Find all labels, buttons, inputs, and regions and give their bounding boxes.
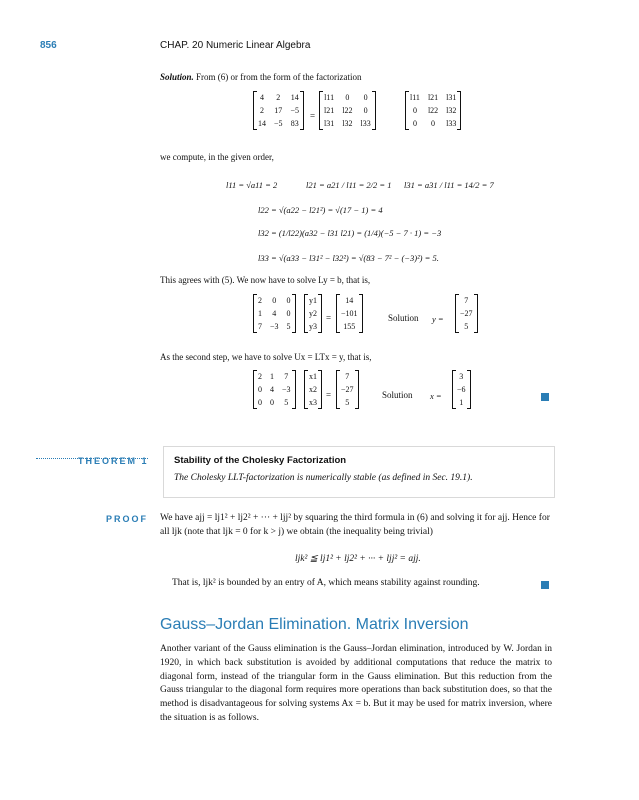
matrix-cell: 0 <box>345 93 350 102</box>
matrix-cell: 0 <box>270 398 274 407</box>
eq-l11: l11 = √a11 = 2 <box>226 180 278 190</box>
solution-label: Solution. <box>160 72 194 82</box>
matrix-cell: 5 <box>286 322 291 331</box>
qed-square <box>541 393 549 401</box>
matrix-cell: 2 <box>258 296 262 305</box>
proof-text: We have ajj = lj1² + lj2² + ··· + ljj² by squaring the third formula in (6) and solving it for ajj. Hence for all ljk (note that ljk = 0 for k > j) we obtain (the inequality being trivial) <box>160 513 550 537</box>
matrix-cell: x1 <box>309 372 317 381</box>
solution-word-2: Solution <box>382 390 413 400</box>
matrix-cell: 3 <box>459 372 464 381</box>
second-step-text: As the second step, we have to solve Ux = LTx = y, that is, <box>160 352 372 362</box>
eq-l33: l33 = √(a33 − l31² − l32²) = √(83 − 7² − (−3)²) = 5. <box>258 253 439 263</box>
matrix-cell: 7 <box>345 372 350 381</box>
matrix-cell: 1 <box>270 372 274 381</box>
eq-l32: l32 = (1/l22)(a32 − l31 l21) = (1/4)(−5 − 7 · 1) = −3 <box>258 228 442 238</box>
eq-l22: l22 = √(a22 − l21²) = √(17 − 1) = 4 <box>258 205 383 215</box>
equals-sign: = <box>326 390 332 400</box>
matrix-cell: l31 <box>324 119 335 128</box>
matrix-cell: −101 <box>341 309 358 318</box>
chapter-header: CHAP. 20 Numeric Linear Algebra <box>160 40 311 51</box>
proof-inequality: ljk² ≦ lj1² + lj2² + ··· + ljj² = ajj. <box>295 554 421 564</box>
matrix-cell: l21 <box>324 106 335 115</box>
matrix-lt <box>405 91 461 130</box>
matrix-cell: 1 <box>459 398 464 407</box>
matrix-cell: 14 <box>345 296 354 305</box>
matrix-cell: l11 <box>410 93 420 102</box>
matrix-cell: 0 <box>431 119 436 128</box>
matrix-cell: 2 <box>258 372 262 381</box>
matrix-cell: 4 <box>270 385 274 394</box>
section-paragraph: Another variant of the Gauss elimination is the Gauss–Jordan elimination, introduced by W. Jordan in 1920, in which back substitution is avoided by additional computations that reduce the matrix to diagonal form, instead of the triangular form in the Gauss elimination. But this reduction from the Gauss triangular to the diagonal form requires more operations than back substitution does, so that the method is disadvantageous for solving systems Ax = b. But it may be used for matrix inversion, where the situation is as follows. <box>160 644 552 723</box>
matrix-cell: 155 <box>343 322 356 331</box>
solution-word: Solution <box>388 313 419 323</box>
sys2-solution <box>452 370 471 409</box>
matrix-l <box>319 91 376 130</box>
sys2-x-vector <box>304 370 322 409</box>
section-title: Gauss–Jordan Elimination. Matrix Inversion <box>160 616 469 633</box>
matrix-cell: 0 <box>412 119 417 128</box>
matrix-cell: −3 <box>270 322 279 331</box>
matrix-cell: −5 <box>290 106 300 115</box>
matrix-cell: 83 <box>290 119 299 128</box>
sys1-b-vector <box>336 294 363 333</box>
matrix-cell: l22 <box>342 106 353 115</box>
sys2-y-vector <box>336 370 359 409</box>
matrix-cell: l31 <box>446 93 457 102</box>
matrix-cell: l21 <box>427 93 439 102</box>
matrix-cell: 0 <box>286 309 291 318</box>
equals-sign: = <box>326 313 332 323</box>
matrix-cell: −5 <box>274 119 283 128</box>
matrix-cell: 17 <box>274 106 283 115</box>
matrix-cell: 2 <box>276 93 281 102</box>
theorem-title: Stability of the Cholesky Factorization <box>174 455 347 466</box>
matrix-cell: 0 <box>272 296 277 305</box>
matrix-cell: x3 <box>309 398 317 407</box>
qed-square <box>541 581 549 589</box>
compute-text: we compute, in the given order, <box>160 152 274 162</box>
matrix-cell: −27 <box>460 309 473 318</box>
matrix-cell: 14 <box>290 93 299 102</box>
theorem-box <box>163 446 555 498</box>
solution-intro-text: From (6) or from the form of the factorization <box>196 72 362 82</box>
matrix-cell: −27 <box>341 385 354 394</box>
sys1-y-vector <box>304 294 322 333</box>
matrix-cell: 4 <box>272 309 277 318</box>
matrix-cell: 0 <box>363 106 368 115</box>
matrix-cell: y1 <box>309 296 317 305</box>
matrix-cell: x2 <box>309 385 317 394</box>
matrix-cell: l22 <box>427 106 439 115</box>
x-label: x = <box>430 391 442 401</box>
eq-l21: l21 = a21 / l11 = 2/2 = 1 <box>306 180 392 190</box>
matrix-cell: 1 <box>258 309 262 318</box>
y-label: y = <box>432 314 444 324</box>
matrix-cell: 7 <box>464 296 469 305</box>
sys1-l-matrix <box>253 294 296 333</box>
eq-l31: l31 = a31 / l11 = 14/2 = 7 <box>404 180 494 190</box>
matrix-cell: l11 <box>324 93 335 102</box>
matrix-cell: y2 <box>309 309 317 318</box>
matrix-cell: 5 <box>464 322 469 331</box>
sys1-solution <box>455 294 478 333</box>
matrix-cell: 7 <box>258 322 262 331</box>
solution-intro <box>160 72 361 83</box>
page-number: 856 <box>40 40 57 51</box>
proof-label: PROOF <box>106 514 149 524</box>
matrix-cell: l33 <box>446 119 457 128</box>
matrix-cell: l32 <box>446 106 457 115</box>
matrix-cell: y3 <box>309 322 317 331</box>
matrix-cell: l32 <box>342 119 353 128</box>
matrix-cell: 0 <box>286 296 291 305</box>
proof-conclusion: That is, ljk² is bounded by an entry of A, which means stability against rounding. <box>172 578 480 588</box>
matrix-cell: 5 <box>345 398 350 407</box>
matrix-cell: 7 <box>284 372 289 381</box>
matrix-cell: 5 <box>284 398 289 407</box>
matrix-cell: 0 <box>412 106 417 115</box>
matrix-cell: 0 <box>363 93 368 102</box>
matrix-cell: 14 <box>258 119 266 128</box>
matrix-cell: 2 <box>260 106 264 115</box>
matrix-cell: 4 <box>260 93 264 102</box>
matrix-cell: −6 <box>457 385 466 394</box>
matrix-cell: 0 <box>258 398 262 407</box>
theorem-label: THEOREM 1 <box>78 456 149 466</box>
matrix-a <box>253 91 304 130</box>
agree-text: This agrees with (5). We now have to solve Ly = b, that is, <box>160 275 371 285</box>
matrix-cell: −3 <box>282 385 291 394</box>
matrix-cell: 0 <box>258 385 262 394</box>
sys2-u-matrix <box>253 370 296 409</box>
equals-sign: = <box>310 111 316 121</box>
matrix-cell: l33 <box>360 119 371 128</box>
theorem-text: The Cholesky LLT-factorization is numerically stable (as defined in Sec. 19.1). <box>174 473 473 483</box>
